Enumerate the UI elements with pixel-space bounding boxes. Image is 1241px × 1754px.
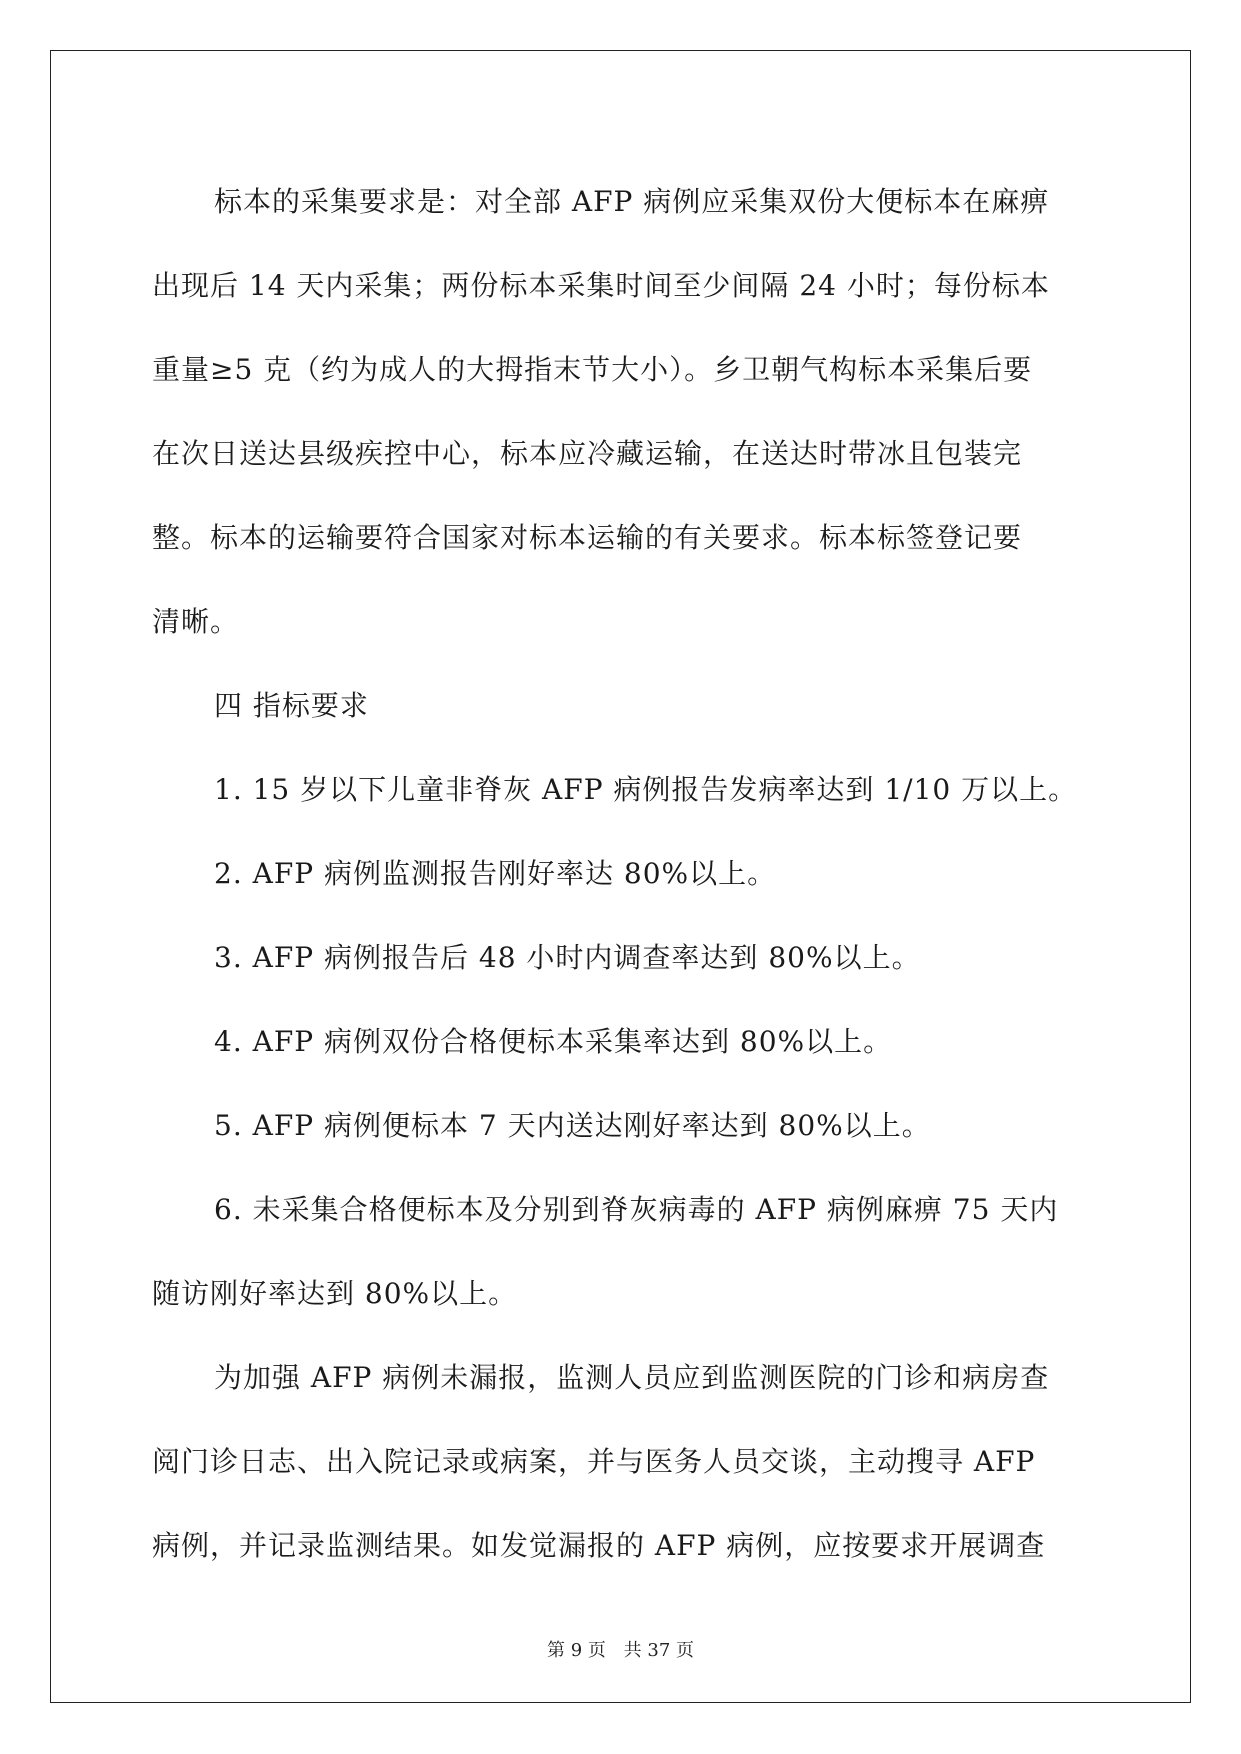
- text-line: 在次日送达县级疾控中心，标本应冷藏运输，在送达时带冰且包装完: [152, 437, 1023, 470]
- text-line: 病例，并记录监测结果。如发觉漏报的 AFP 病例，应按要求开展调查: [152, 1529, 1046, 1562]
- list-item: 1. 15 岁以下儿童非脊灰 AFP 病例报告发病率达到 1/10 万以上。: [214, 773, 1078, 806]
- text-line: 清晰。: [152, 605, 240, 638]
- text-line: 重量≥5 克（约为成人的大拇指末节大小）。乡卫朝气构标本采集后要: [152, 353, 1033, 386]
- text-line: 为加强 AFP 病例未漏报，监测人员应到监测医院的门诊和病房查: [214, 1361, 1050, 1394]
- list-item: 4. AFP 病例双份合格便标本采集率达到 80%以上。: [214, 1025, 893, 1058]
- list-item: 3. AFP 病例报告后 48 小时内调查率达到 80%以上。: [214, 941, 921, 974]
- text-line: 出现后 14 天内采集；两份标本采集时间至少间隔 24 小时；每份标本: [152, 269, 1050, 302]
- text-line: 标本的采集要求是：对全部 AFP 病例应采集双份大便标本在麻痹: [214, 185, 1050, 218]
- text-line: 阅门诊日志、出入院记录或病案，并与医务人员交谈，主动搜寻 AFP: [152, 1445, 1036, 1478]
- list-item: 6. 未采集合格便标本及分别到脊灰病毒的 AFP 病例麻痹 75 天内: [214, 1193, 1059, 1226]
- list-item-continuation: 随访刚好率达到 80%以上。: [152, 1277, 518, 1310]
- text-line: 整。标本的运输要符合国家对标本运输的有关要求。标本标签登记要: [152, 521, 1023, 554]
- page-total: 共 37 页: [623, 1640, 694, 1661]
- page-number: 第 9 页: [547, 1640, 606, 1661]
- document-body: [152, 160, 1092, 1588]
- page-footer: [0, 1636, 1241, 1662]
- list-item: 2. AFP 病例监测报告刚好率达 80%以上。: [214, 857, 777, 890]
- list-item: 5. AFP 病例便标本 7 天内送达刚好率达到 80%以上。: [214, 1109, 931, 1142]
- section-heading: 四 指标要求: [214, 689, 369, 722]
